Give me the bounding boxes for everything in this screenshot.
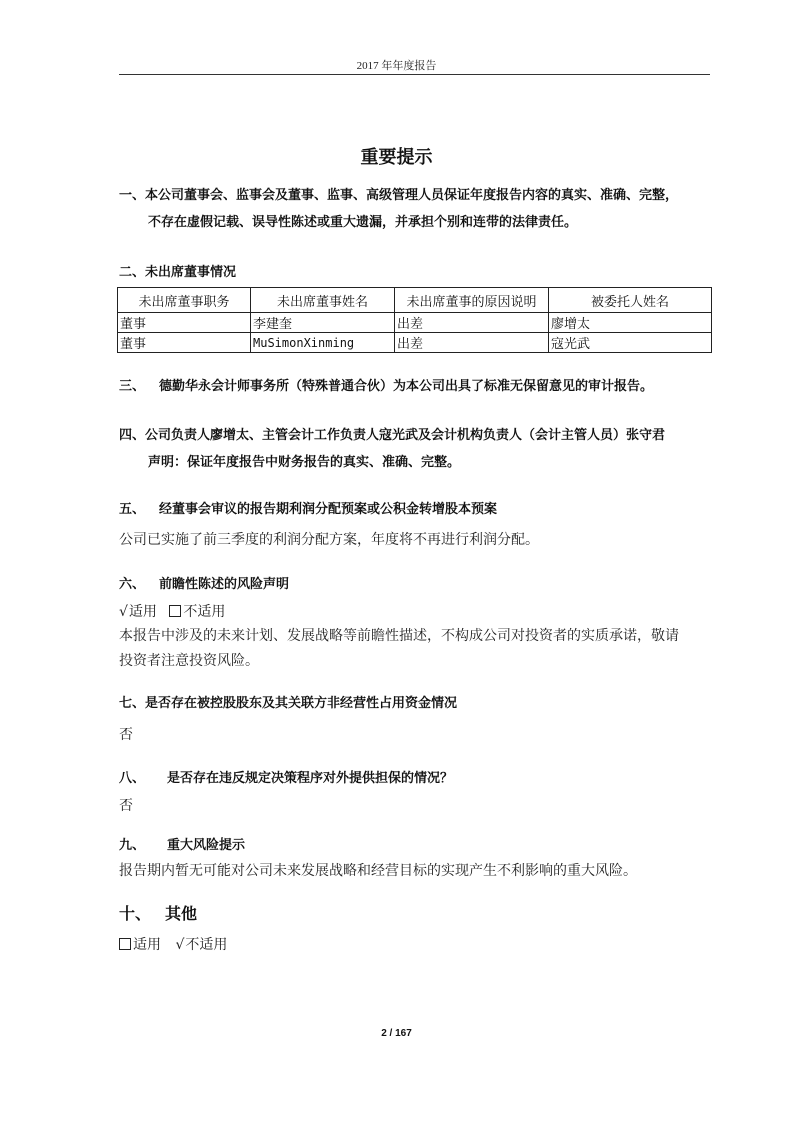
section-2-heading [119, 261, 236, 280]
option-not-applicable [169, 601, 225, 621]
section-7-answer: 否 [119, 727, 133, 743]
table-header-cell: 未出席董事职务 [118, 288, 251, 313]
table-cell: 寇光武 [549, 333, 712, 353]
section-9-heading [119, 834, 245, 853]
option-applicable-label: 适用 [128, 604, 157, 620]
option-not-applicable-label: 不适用 [183, 604, 226, 620]
section-4-number: 四、 [119, 428, 146, 443]
table-row [118, 313, 712, 333]
table-row [118, 333, 712, 353]
section-8-heading [119, 767, 453, 786]
table-cell: MuSimonXinming [251, 333, 395, 353]
section-3-text: 德勤华永会计师事务所（特殊普通合伙）为本公司出具了标准无保留意见的审计报告。 [159, 379, 654, 394]
section-1-line2: 不存在虚假记载、误导性陈述或重大遗漏，并承担个别和连带的法律责任。 [148, 215, 578, 230]
section-3-number: 三、 [119, 379, 146, 394]
section-9-body: 报告期内暂无可能对公司未来发展战略和经营目标的实现产生不利影响的重大风险。 [119, 863, 637, 879]
table-header-row [118, 288, 712, 313]
absent-directors-table [117, 287, 712, 353]
option-applicable [119, 601, 157, 621]
table-cell: 董事 [118, 313, 251, 333]
checkbox-empty-icon [119, 938, 131, 950]
table-cell: 出差 [395, 313, 549, 333]
section-10-options [119, 934, 227, 954]
section-9-number: 九、 [119, 838, 146, 853]
section-8-number: 八、 [119, 771, 146, 786]
section-1-heading [119, 184, 678, 203]
section-1-number: 一、 [119, 188, 146, 203]
section-10-heading [119, 901, 197, 924]
section-6-heading [119, 573, 289, 592]
section-5-number: 五、 [119, 502, 146, 517]
table-cell: 出差 [395, 333, 549, 353]
option-applicable-label: 适用 [133, 937, 161, 953]
section-10-title: 其他 [165, 904, 198, 923]
check-mark-icon: √ [175, 937, 185, 953]
section-7-title: 是否存在被控股股东及其关联方非经营性占用资金情况 [145, 696, 458, 711]
section-7-number: 七、 [119, 696, 146, 711]
option-not-applicable [175, 934, 227, 954]
checkbox-empty-icon [169, 605, 181, 617]
table-header-cell: 未出席董事的原因说明 [395, 288, 549, 313]
page-title: 重要提示 [360, 147, 433, 168]
section-1-line1: 本公司董事会、监事会及董事、监事、高级管理人员保证年度报告内容的真实、准确、完整， [145, 188, 679, 203]
section-9-title: 重大风险提示 [167, 838, 246, 853]
option-applicable [119, 934, 161, 954]
section-4-line2: 声明：保证年度报告中财务报告的真实、准确、完整。 [148, 455, 461, 470]
section-8-title: 是否存在违反规定决策程序对外提供担保的情况？ [167, 771, 454, 786]
section-6-body-line1: 本报告中涉及的未来计划、发展战略等前瞻性描述，不构成公司对投资者的实质承诺，敬请 [119, 628, 679, 644]
option-not-applicable-label: 不适用 [185, 937, 228, 953]
check-mark-icon: √ [119, 604, 128, 620]
section-6-options [119, 601, 225, 621]
section-4-heading [119, 424, 665, 443]
section-10-number: 十、 [119, 904, 152, 923]
table-header-cell: 未出席董事姓名 [251, 288, 395, 313]
section-6-body-line2: 投资者注意投资风险。 [119, 653, 259, 669]
table-cell: 李建奎 [251, 313, 395, 333]
section-6-title: 前瞻性陈述的风险声明 [159, 577, 290, 592]
section-6-number: 六、 [119, 577, 146, 592]
section-4-line1: 公司负责人廖增太、主管会计工作负责人寇光武及会计机构负责人（会计主管人员）张守君 [145, 428, 666, 443]
section-5-heading [119, 498, 497, 517]
header-rule [119, 74, 710, 75]
table-header-cell: 被委托人姓名 [549, 288, 712, 313]
section-2-title: 未出席董事情况 [145, 265, 237, 280]
section-3-heading [119, 375, 653, 394]
section-5-title: 经董事会审议的报告期利润分配预案或公积金转增股本预案 [159, 502, 498, 517]
table-cell: 董事 [118, 333, 251, 353]
section-8-answer: 否 [119, 798, 133, 814]
section-2-number: 二、 [119, 265, 146, 280]
table-cell: 廖增太 [549, 313, 712, 333]
section-7-heading [119, 692, 457, 711]
section-5-body: 公司已实施了前三季度的利润分配方案，年度将不再进行利润分配。 [119, 532, 539, 548]
page-number: 2 / 167 [381, 1028, 412, 1039]
running-header: 2017 年年度报告 [356, 60, 437, 72]
